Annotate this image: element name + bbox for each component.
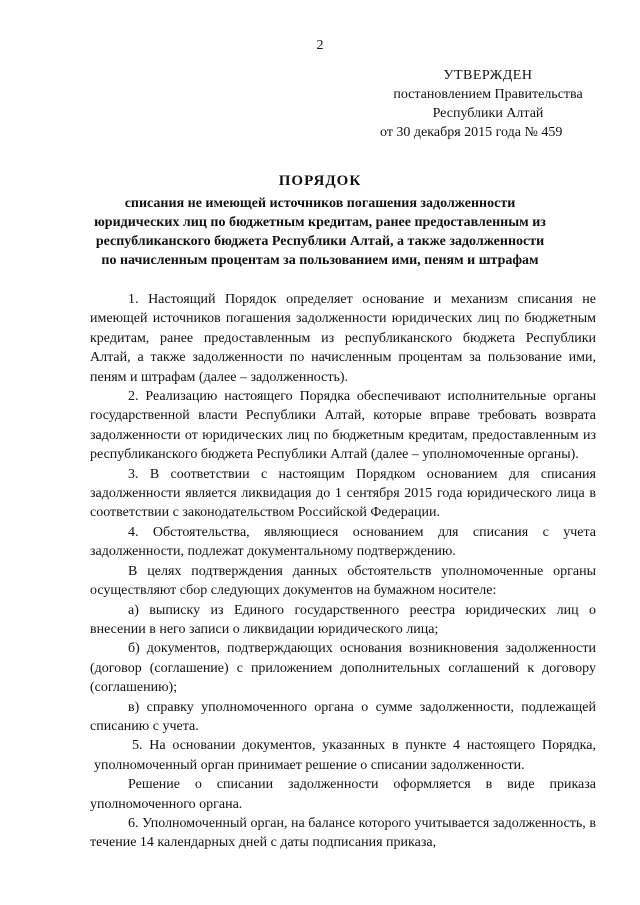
paragraph-4: 4. Обстоятельства, являющиеся основанием для списания с учета задолженности, подлежат документальному подтверждению. <box>90 524 596 560</box>
document-heading <box>90 170 550 270</box>
paragraph-5: 5. На основании документов, указанных в пункте 4 настоящего Порядка, уполномоченный орган принимает решение о списании задолженности. <box>94 738 596 773</box>
approval-title: УТВЕРЖДЕН <box>443 68 533 83</box>
approval-stamp <box>372 66 604 142</box>
paragraph-4b: б) документов, подтверждающих основания возникновения задолженности (договор (соглашение) с приложением дополнительных соглашений к договору (соглашению); <box>90 641 596 696</box>
document-subtitle: списания не имеющей источников погашения задолженности юридических лиц по бюджетным кредитам, ранее предоставленным из республиканского бюджета Республики Алтай, а также задолженности по начисленным процентам за пользованием ими, пеням и штрафам <box>94 196 546 268</box>
document-body <box>90 290 596 853</box>
document-title: ПОРЯДОК <box>278 173 362 189</box>
paragraph-1: 1. Настоящий Порядок определяет основание и механизм списания не имеющей источников погашения задолженности юридических лиц по бюджетным кредитам, ранее предоставленным из республиканского бюджета Республики Алтай, а также задолженности по начисленным процентам за пользование ими, пеням и штрафам (далее – задолженность). <box>90 292 596 385</box>
paragraph-3: 3. В соответствии с настоящим Порядком основанием для списания задолженности является ликвидация до 1 сентября 2015 года юридического лица в соответствии с законодательством Российской Федерации. <box>90 466 596 521</box>
paragraph-5-note: Решение о списании задолженности оформляется в виде приказа уполномоченного органа. <box>90 777 596 812</box>
paragraph-4c: в) справку уполномоченного органа о сумме задолженности, подлежащей списанию с учета. <box>90 699 596 734</box>
paragraph-6: 6. Уполномоченный орган, на балансе которого учитывается задолженность, в течение 14 календарных дней с даты подписания приказа, <box>90 815 596 851</box>
paragraph-4a: а) выписку из Единого государственного реестра юридических лиц о внесении в него записи о ликвидации юридического лица; <box>90 602 596 637</box>
approval-date: от 30 декабря 2015 года № 459 <box>380 125 563 140</box>
page-number: 2 <box>316 38 324 53</box>
approval-line-2: Республики Алтай <box>432 106 544 121</box>
paragraph-4-intro: В целях подтверждения данных обстоятельств уполномоченные органы осуществляют сбор следующих документов на бумажном носителе: <box>90 563 596 599</box>
paragraph-2: 2. Реализацию настоящего Порядка обеспечивают исполнительные органы государственной власти Республики Алтай, которые вправе требовать возврата задолженности от юридических лиц по бюджетным кредитам, предоставленным из республиканского бюджета Республики Алтай (далее – уполномоченные органы). <box>90 389 596 463</box>
approval-line-1: постановлением Правительства <box>393 87 583 102</box>
